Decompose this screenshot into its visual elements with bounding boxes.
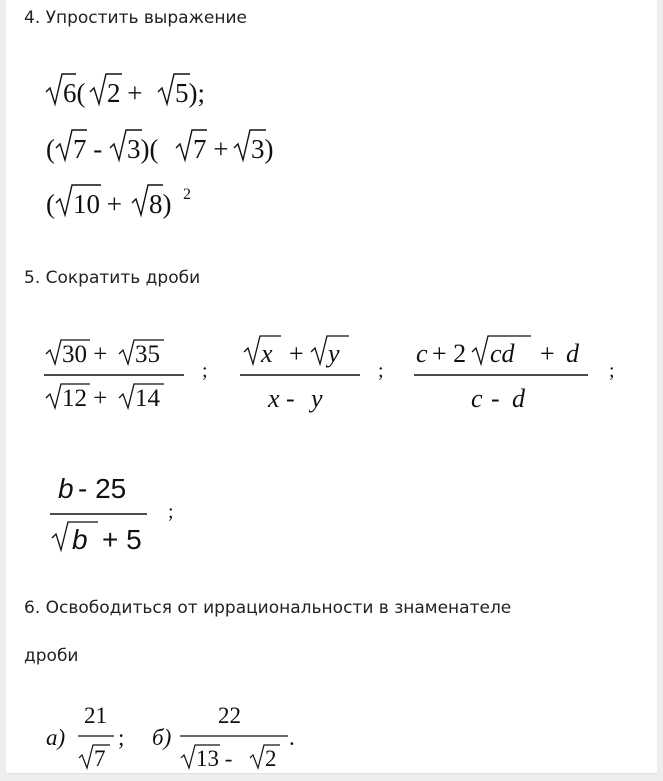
svg-text:21: 21: [84, 703, 107, 728]
svg-text:d: d: [512, 384, 525, 413]
svg-text:c: c: [416, 339, 428, 368]
svg-text:b: b: [72, 524, 88, 555]
svg-text:+ 2: + 2: [432, 339, 467, 368]
svg-text:30 +: 30 +: [62, 341, 108, 368]
svg-text:y: y: [311, 384, 323, 413]
task-4-expression-3: [46, 185, 191, 219]
svg-text:2 +: 2 +: [107, 78, 143, 108]
svg-text:13 -: 13 -: [196, 746, 233, 771]
svg-text:8): 8): [149, 189, 172, 219]
svg-text:y: y: [328, 339, 340, 368]
svg-text:2: 2: [183, 186, 191, 203]
svg-text:2: 2: [265, 746, 277, 771]
svg-text:(: (: [46, 189, 55, 219]
svg-text:x: x: [268, 384, 280, 413]
task-4-expression-1: [46, 74, 205, 108]
task-5-fraction-1: [44, 340, 184, 412]
svg-text:7: 7: [94, 746, 106, 771]
separator-4: ;: [168, 501, 174, 523]
svg-text:7 +: 7 +: [193, 134, 229, 164]
svg-text:5);: 5);: [175, 78, 205, 108]
task-6-item-a: [46, 703, 124, 771]
svg-text:+ 5: + 5: [102, 524, 142, 555]
svg-text:10 +: 10 +: [73, 189, 122, 219]
svg-text:3)(: 3)(: [127, 134, 159, 164]
task-6-heading: 6. Освободиться от иррациональности в знаменателе: [24, 598, 512, 618]
task-5-fraction-4: [50, 473, 147, 555]
separator-3: ;: [609, 360, 615, 382]
svg-text:;: ;: [118, 725, 125, 750]
svg-text:б): б): [152, 725, 172, 750]
svg-text:6(: 6(: [63, 78, 86, 108]
math-canvas: [6, 0, 657, 781]
task-5-heading: 5. Сократить дроби: [24, 268, 201, 288]
separator-1: ;: [202, 360, 208, 382]
task-6-heading-continued: дроби: [24, 646, 79, 666]
svg-text:7 -: 7 -: [73, 134, 103, 164]
svg-text:+: +: [540, 339, 555, 368]
task-4-heading: 4. Упростить выражение: [24, 8, 247, 28]
svg-text:c: c: [471, 384, 483, 413]
svg-text:cd: cd: [490, 339, 515, 368]
svg-text:+: +: [289, 339, 304, 368]
svg-text:а): а): [46, 725, 66, 750]
svg-text:- 25: - 25: [78, 473, 127, 504]
svg-text:.: .: [289, 725, 295, 750]
svg-text:b: b: [58, 473, 74, 504]
separator-2: ;: [378, 360, 384, 382]
task-6-item-b: [152, 703, 295, 771]
svg-text:d: d: [566, 339, 579, 368]
task-5-fraction-2: [240, 336, 360, 413]
svg-text:-: -: [491, 384, 500, 413]
task-4-expression-2: [46, 130, 274, 164]
svg-text:12 +: 12 +: [62, 385, 108, 412]
svg-text:-: -: [286, 384, 295, 413]
svg-text:x: x: [261, 339, 273, 368]
svg-text:3): 3): [251, 134, 274, 164]
content-card: [6, 0, 657, 774]
svg-text:14: 14: [135, 385, 160, 412]
svg-text:22: 22: [218, 703, 241, 728]
task-5-fraction-3: [414, 336, 588, 413]
svg-text:35: 35: [135, 341, 160, 368]
svg-text:(: (: [46, 134, 55, 164]
